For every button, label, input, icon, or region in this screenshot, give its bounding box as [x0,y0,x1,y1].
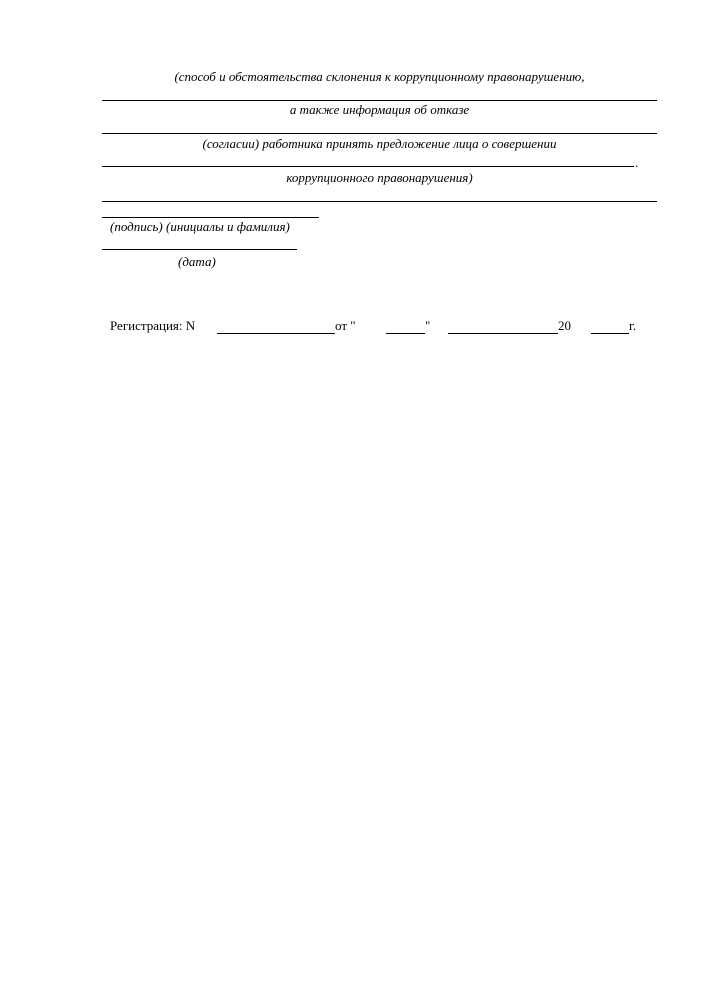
signature-line[interactable] [102,217,319,218]
registration-year-suffix: г. [629,318,637,333]
registration-year-prefix: 20 [558,318,571,333]
registration-number-field[interactable] [217,333,335,334]
caption-refusal-info: а также информация об отказе [289,102,470,117]
date-line[interactable] [102,249,297,250]
caption-signature: (подпись) (инициалы и фамилия) [110,219,290,234]
fill-line-2[interactable] [102,133,657,134]
caption-corruption-offense: коррупционного правонарушения) [286,170,473,185]
caption-manner-and-circumstances: (способ и обстоятельства склонения к коррупционному правонарушению, [174,69,585,84]
caption-date: (дата) [178,254,216,269]
registration-quote-close: " [425,318,431,333]
registration-year-field[interactable] [591,333,629,334]
fill-line-3[interactable] [102,166,634,167]
registration-day-field[interactable] [386,333,425,334]
caption-consent: (согласии) работника принять предложение лица о совершении [202,136,557,151]
registration-label: Регистрация: N [110,318,196,333]
registration-from-label: от " [335,318,356,333]
end-punctuation: . [635,155,639,170]
fill-line-4[interactable] [102,201,657,202]
fill-line-1[interactable] [102,100,657,101]
registration-month-field[interactable] [448,333,558,334]
